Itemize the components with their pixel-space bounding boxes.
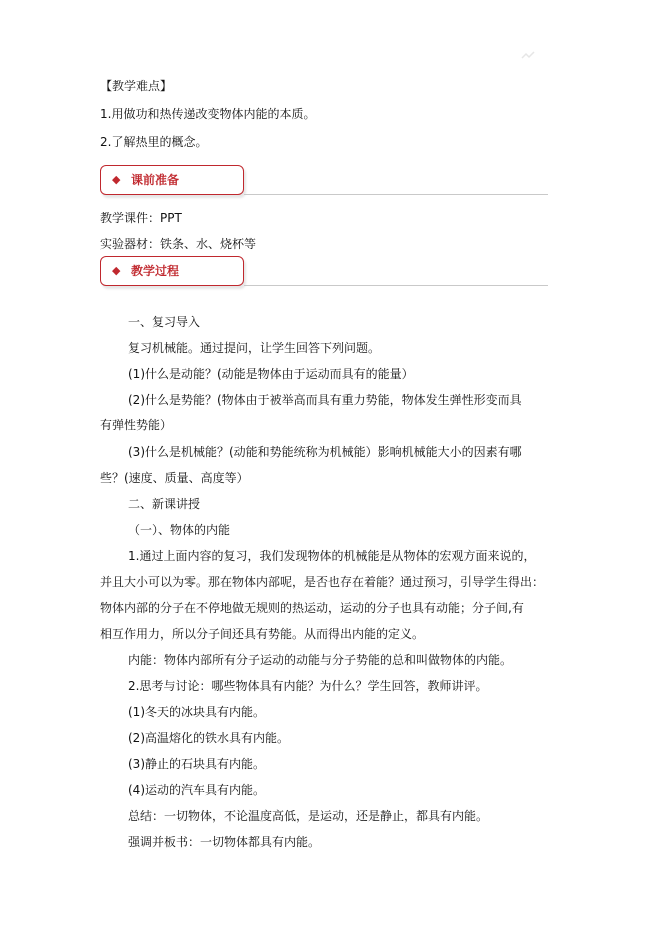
question-3-line-2: 些？(速度、质量、高度等） (100, 471, 249, 485)
section-divider-prep (244, 194, 548, 195)
section-title-process: 教学过程 (131, 264, 180, 278)
question-3-line-1: (3)什么是机械能？(动能和势能统称为机械能）影响机械能大小的因素有哪 (128, 445, 522, 459)
review-intro: 复习机械能。通过提问，让学生回答下列问题。 (128, 341, 381, 355)
section-box-process (100, 256, 244, 286)
sub-heading-internal-energy: （一）、物体的内能 (128, 523, 231, 537)
section-box-prep (100, 165, 244, 195)
question-1: (1)什么是动能？(动能是物体由于运动而具有的能量） (128, 367, 414, 381)
definition-internal-energy: 内能：物体内部所有分子运动的动能与分子势能的总和叫做物体的内能。 (128, 653, 513, 667)
discussion-prompt: 2.思考与讨论：哪些物体具有内能？为什么？学生回答，教师讲评。 (128, 679, 488, 693)
discussion-item-1: (1)冬天的冰块具有内能。 (128, 705, 265, 719)
discussion-item-4: (4)运动的汽车具有内能。 (128, 783, 265, 797)
corner-scribble-mark (520, 50, 536, 62)
difficulty-item-1: 1.用做功和热传递改变物体内能的本质。 (100, 107, 316, 121)
paragraph-1-line-4: 相互作用力，所以分子间还具有势能。从而得出内能的定义。 (100, 627, 425, 641)
diamond-icon: ◆ (112, 264, 121, 277)
difficulty-item-2: 2.了解热里的概念。 (100, 135, 208, 149)
prep-courseware: 教学课件：PPT (100, 211, 182, 225)
prep-equipment: 实验器材：铁条、水、烧杯等 (100, 237, 257, 251)
summary: 总结：一切物体，不论温度高低，是运动，还是静止，都具有内能。 (128, 809, 489, 823)
difficulty-heading: 【教学难点】 (100, 79, 173, 93)
paragraph-1-line-3: 物体内部的分子在不停地做无规则的热运动，运动的分子也具有动能；分子间,有 (100, 601, 524, 615)
section-title-prep: 课前准备 (131, 173, 180, 187)
paragraph-1-line-1: 1.通过上面内容的复习，我们发现物体的机械能是从物体的宏观方面来说的， (128, 549, 536, 563)
section-divider-process (244, 285, 548, 286)
new-lesson-heading: 二、新课讲授 (128, 497, 201, 511)
discussion-item-3: (3)静止的石块具有内能。 (128, 757, 265, 771)
question-2-line-2: 有弹性势能） (100, 418, 173, 432)
review-heading: 一、复习导入 (128, 315, 201, 329)
diamond-icon: ◆ (112, 173, 121, 186)
question-2-line-1: (2)什么是势能？(物体由于被举高而具有重力势能，物体发生弹性形变而具 (128, 393, 522, 407)
discussion-item-2: (2)高温熔化的铁水具有内能。 (128, 731, 289, 745)
paragraph-1-line-2: 并且大小可以为零。那在物体内部呢，是否也存在着能？通过预习，引导学生得出： (100, 575, 545, 589)
board-note: 强调并板书：一切物体都具有内能。 (128, 835, 321, 849)
